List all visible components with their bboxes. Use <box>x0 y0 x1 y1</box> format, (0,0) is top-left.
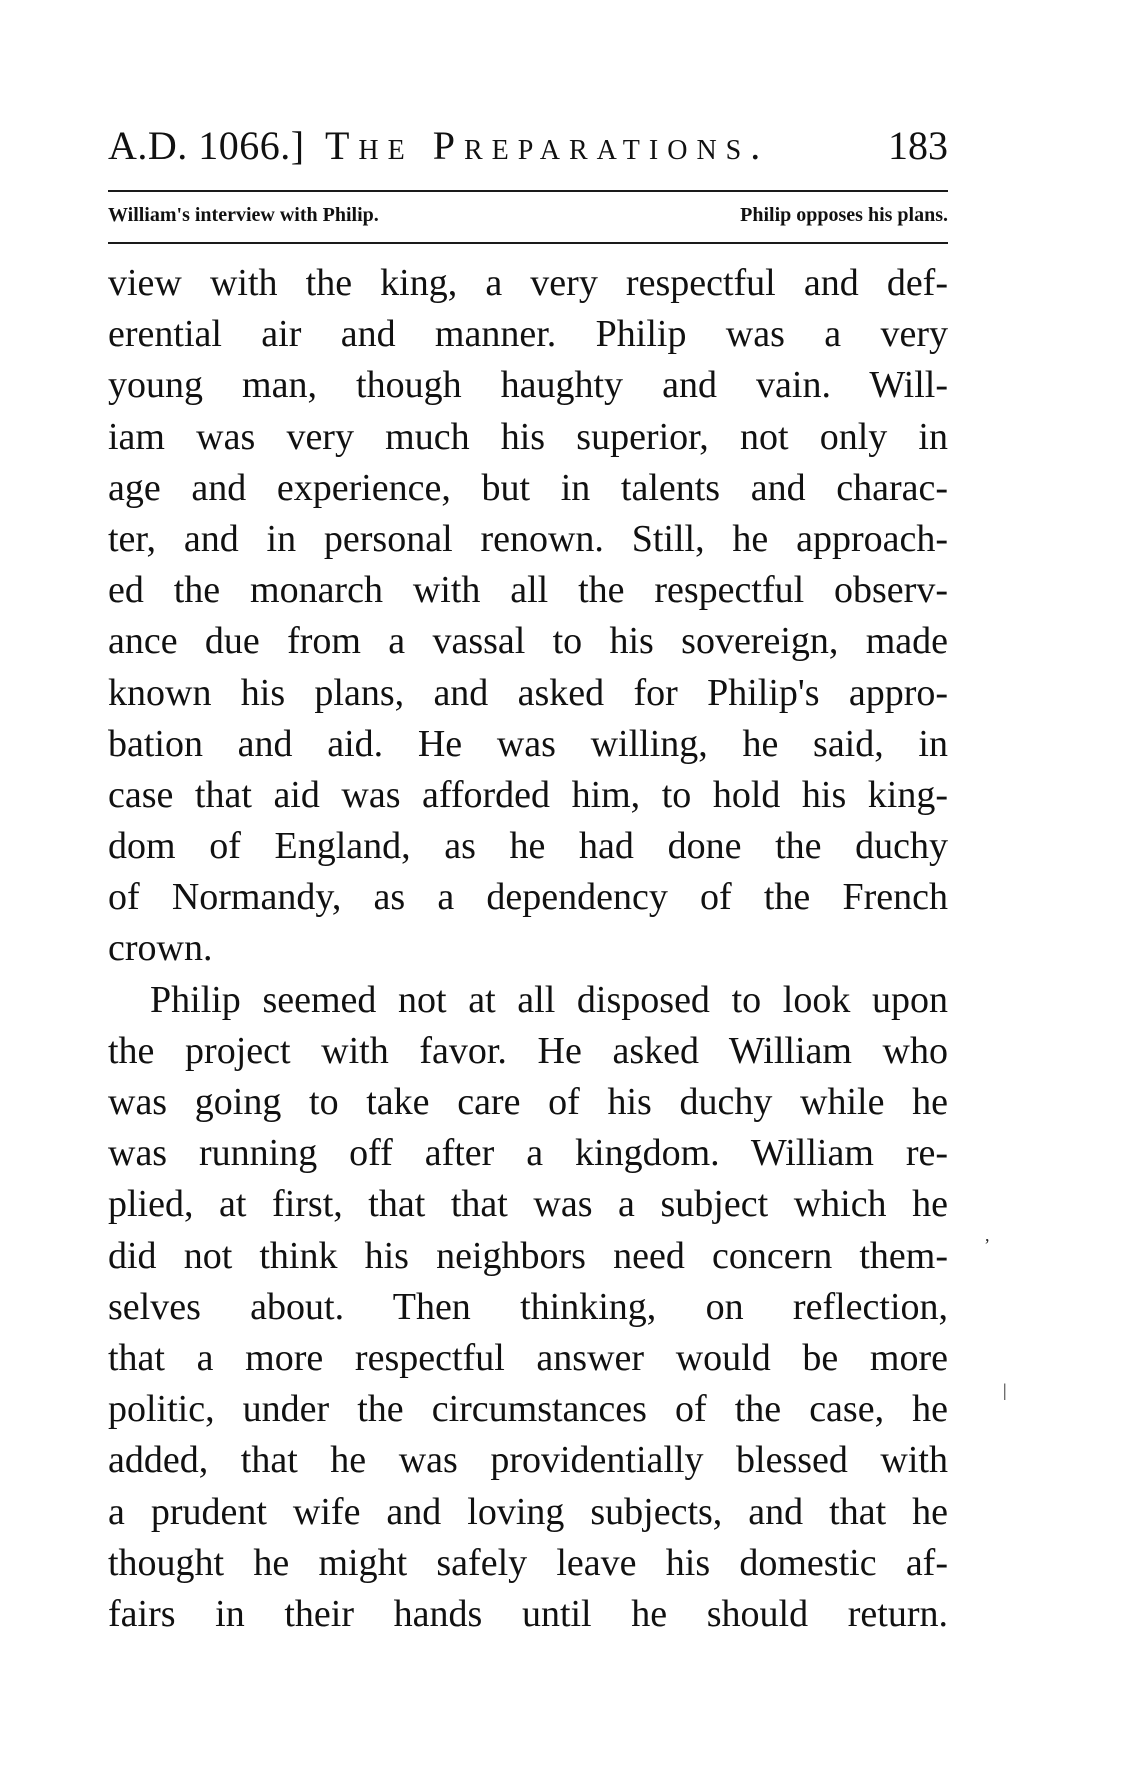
paragraph-2 <box>108 975 948 1640</box>
header-rule-bottom <box>108 242 948 244</box>
text-line: was going to take care of his duchy while he <box>108 1081 948 1123</box>
sidenote-right: Philip opposes his plans. <box>740 204 948 226</box>
text-line: Philip seemed not at all disposed to look upon <box>150 978 948 1021</box>
text-line: was running off after a kingdom. William re- <box>108 1132 948 1175</box>
text-line: erential air and manner. Philip was a very <box>108 313 948 356</box>
text-line: thought he might safely leave his domestic af- <box>108 1541 948 1584</box>
text-line: known his plans, and asked for Philip's appro- <box>108 671 948 714</box>
header-rule-top <box>108 190 948 192</box>
running-head <box>108 122 948 182</box>
sidenotes <box>108 200 948 234</box>
text-line: added, that he was providentially blessed with <box>108 1439 948 1482</box>
text-line: case that aid was afforded him, to hold his king- <box>108 773 948 816</box>
sidenote-left: William's interview with Philip. <box>108 204 379 226</box>
text-line: did not think his neighbors need concern them- <box>108 1234 948 1277</box>
text-line: bation and aid. He was willing, he said, in <box>108 722 948 765</box>
page-number: 183 <box>888 123 948 168</box>
text-line: ed the monarch with all the respectful observ- <box>108 569 948 612</box>
text-line: that a more respectful answer would be more <box>108 1336 948 1379</box>
text-line: the project with favor. He asked William who <box>108 1029 948 1072</box>
running-head-date: A.D. 1066.] <box>108 123 305 168</box>
text-line: iam was very much his superior, not only in <box>108 415 948 458</box>
text-line: dom of England, as he had done the duchy <box>108 825 948 868</box>
text-line: selves about. Then thinking, on reflection, <box>108 1285 948 1328</box>
text-line: fairs in their hands until he should return. <box>108 1592 948 1635</box>
running-head-title: The Preparations. <box>325 123 770 168</box>
text-line: ter, and in personal renown. Still, he approach- <box>108 517 948 560</box>
text-line: crown. <box>108 927 213 970</box>
text-line: age and experience, but in talents and charac- <box>108 466 948 509</box>
text-line: view with the king, a very respectful and def- <box>108 262 948 304</box>
paragraph-1 <box>108 258 948 975</box>
text-line: plied, at first, that that was a subject which he <box>108 1183 948 1226</box>
print-speck: , <box>985 1225 990 1245</box>
body-text <box>108 258 948 1640</box>
text-line: young man, though haughty and vain. Will- <box>108 364 948 407</box>
print-speck: | <box>1003 1380 1007 1400</box>
text-line: of Normandy, as a dependency of the French <box>108 876 948 919</box>
text-line: ance due from a vassal to his sovereign, made <box>108 620 948 663</box>
text-line: a prudent wife and loving subjects, and that he <box>108 1490 948 1533</box>
text-line: politic, under the circumstances of the case, he <box>108 1388 948 1431</box>
